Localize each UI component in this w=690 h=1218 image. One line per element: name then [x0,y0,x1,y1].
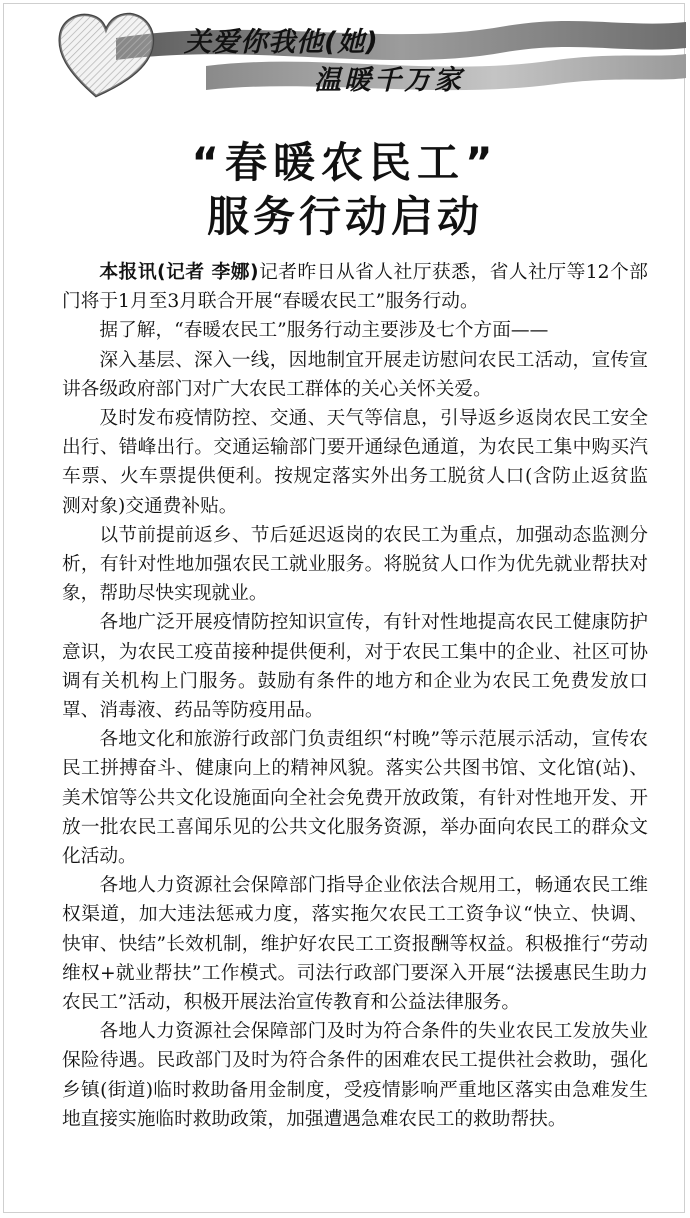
article-paragraph: 及时发布疫情防控、交通、天气等信息，引导返乡返岗农民工安全出行、错峰出行。交通运输部门要开通绿色通道，为农民工集中购买汽车票、火车票提供便利。按规定落实外出务工脱贫人口(含防止返贫监测对象)交通费补贴。 [62,408,648,517]
banner-slogan-line1: 关爱你我他(她) [184,27,379,58]
banner-slogan-line2: 温暖千万家 [314,65,464,96]
article-paragraph: 各地文化和旅游行政部门负责组织“村晚”等示范展示活动，宣传农民工拼搏奋斗、健康向上的精神风貌。落实公共图书馆、文化馆(站)、美术馆等公共文化设施面向全社会免费开放政策，有针对性地开发、开放一批农民工喜闻乐见的公共文化服务资源，举办面向农民工的群众文化活动。 [62,729,648,868]
headline-line2: 服务行动启动 [206,192,483,241]
article-body [62,258,648,1134]
article-paragraph: 深入基层、深入一线，因地制宜开展走访慰问农民工活动，宣传宣讲各级政府部门对广大农民工群体的关心关怀关爱。 [62,349,648,400]
headline-line1: “春暖农民工” [191,138,499,187]
column-banner [56,8,686,100]
article-paragraph: 各地广泛开展疫情防控知识宣传，有针对性地提高农民工健康防护意识，为农民工疫苗接种提供便利，对于农民工集中的企业、社区可协调有关机构上门服务。鼓励有条件的地方和企业为农民工免费发放口罩、消毒液、药品等防疫用品。 [62,612,648,722]
article-paragraph: 各地人力资源社会保障部门及时为符合条件的失业农民工发放失业保险待遇。民政部门及时为符合条件的困难农民工提供社会救助，强化乡镇(街道)临时救助备用金制度，受疫情影响严重地区落实由急难发生地直接实施临时救助政策，加强遭遇急难农民工的救助帮扶。 [62,1021,648,1130]
article-paragraph: 以节前提前返乡、节后延迟返岗的农民工为重点，加强动态监测分析，有针对性地加强农民工就业服务。将脱贫人口作为优先就业帮扶对象，帮助尽快实现就业。 [62,524,648,605]
article-lead-text: 记者昨日从省人社厅获悉，省人社厅等12个部门将于1月至3月联合开展“春暖农民工”服务行动。 [62,262,648,313]
article-paragraph: 各地人力资源社会保障部门指导企业依法合规用工，畅通农民工维权渠道，加大违法惩戒力度，落实拖欠农民工工资争议“快立、快调、快审、快结”长效机制，维护好农民工工资报酬等权益。积极推行“劳动维权+就业帮扶”工作模式。司法行政部门要深入开展“法援惠民生助力农民工”活动，积极开展法治宣传教育和公益法律服务。 [62,875,648,1014]
article-paragraph: 据了解，“春暖农民工”服务行动主要涉及七个方面—— [99,320,549,342]
article-paragraph [62,258,648,316]
article-byline: 本报讯(记者 李娜) [99,262,259,283]
